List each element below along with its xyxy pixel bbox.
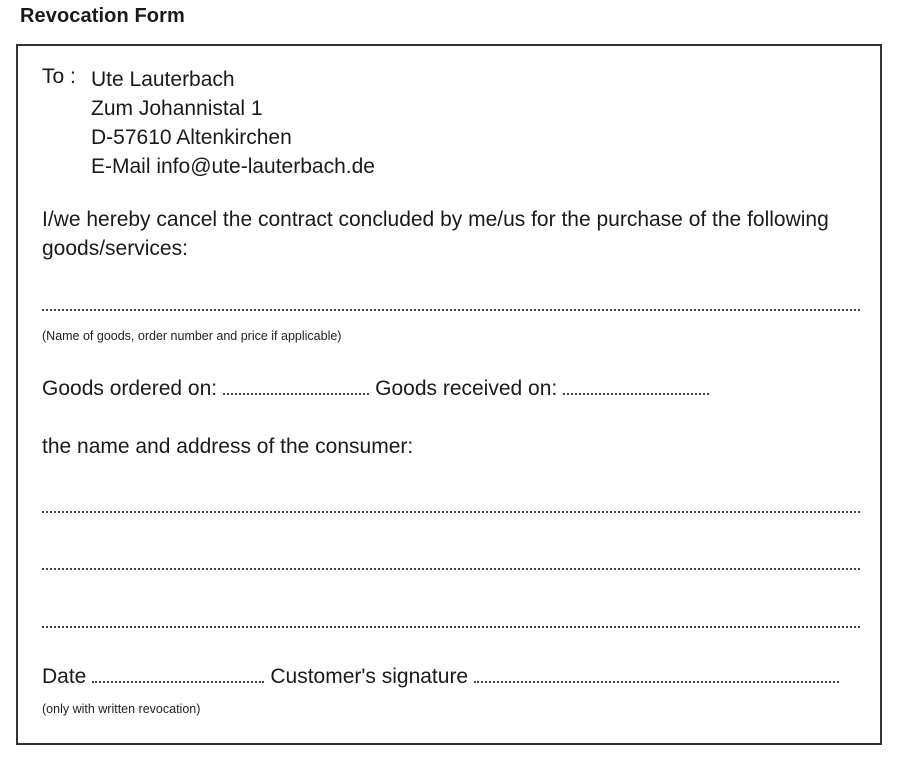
recipient-city: D-57610 Altenkirchen bbox=[91, 126, 292, 149]
ordered-label: Goods ordered on: bbox=[42, 377, 218, 400]
signature-row bbox=[42, 665, 839, 689]
recipient-street: Zum Johannistal 1 bbox=[91, 97, 263, 120]
date-line[interactable] bbox=[92, 681, 264, 683]
order-dates-row bbox=[42, 377, 715, 401]
goods-note: (Name of goods, order number and price if applicable) bbox=[42, 329, 342, 343]
signature-note: (only with written revocation) bbox=[42, 702, 201, 716]
consumer-line-2[interactable] bbox=[42, 568, 860, 570]
consumer-line-3[interactable] bbox=[42, 626, 860, 628]
signature-line[interactable] bbox=[474, 681, 839, 683]
received-date-line[interactable] bbox=[563, 393, 709, 395]
date-label: Date bbox=[42, 665, 87, 688]
revocation-form bbox=[16, 44, 882, 745]
recipient-address bbox=[91, 65, 375, 181]
ordered-date-line[interactable] bbox=[223, 393, 369, 395]
cancellation-statement: I/we hereby cancel the contract concluded by me/us for the purchase of the following goods/services: bbox=[42, 208, 829, 260]
signature-label: Customer's signature bbox=[270, 665, 469, 688]
consumer-line-1[interactable] bbox=[42, 511, 860, 513]
form-title: Revocation Form bbox=[20, 5, 185, 27]
recipient-name: Ute Lauterbach bbox=[91, 68, 235, 91]
recipient-email: E-Mail info@ute-lauterbach.de bbox=[91, 155, 375, 178]
goods-line[interactable] bbox=[42, 309, 860, 311]
received-label: Goods received on: bbox=[375, 377, 558, 400]
to-label: To : bbox=[42, 65, 76, 88]
consumer-label: the name and address of the consumer: bbox=[42, 435, 414, 458]
